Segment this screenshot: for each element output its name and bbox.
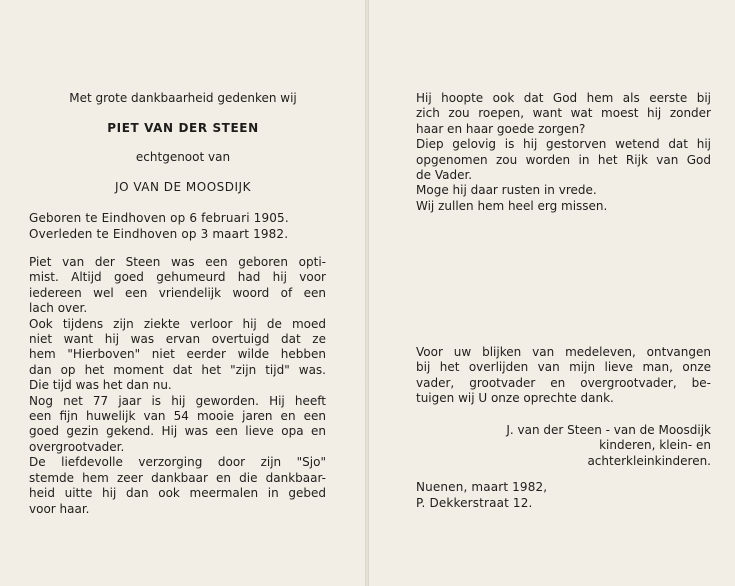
address: P. Dekkerstraat 12. — [416, 496, 533, 510]
closing-line: haar en haar goede zorgen? — [416, 121, 586, 136]
right-page — [369, 0, 735, 586]
left-page — [0, 0, 365, 586]
closing-paragraph — [416, 91, 711, 214]
bio-line: Piet van der Steen was een geboren opti- — [29, 255, 326, 269]
bio-line: niet want hij was ervan overtuigd dat ze — [29, 332, 326, 347]
signature-line: kinderen, klein- en — [599, 438, 711, 453]
deceased-name: PIET VAN DER STEEN — [107, 121, 259, 135]
closing-line: Diep gelovig is hij gestorven wetend dat hij — [416, 137, 711, 152]
died-line: Overleden te Eindhoven op 3 maart 1982. — [29, 227, 289, 241]
signature-line: achterkleinkinderen. — [587, 453, 711, 468]
relation-line: echtgenoot van — [135, 150, 231, 164]
closing-line: opgenomen zou worden in het Rijk van God — [416, 152, 711, 167]
thanks-line: tuigen wij U onze oprechte dank. — [416, 391, 614, 406]
bio-line: iedereen wel een vriendelijk woord of een — [29, 285, 326, 300]
bio-line: Nog net 77 jaar is hij geworden. Hij heeft — [29, 393, 326, 408]
closing-line: Wij zullen hem heel erg missen. — [416, 198, 608, 213]
signature-line: J. van der Steen - van de Moosdijk — [506, 423, 711, 437]
bio-line: stemde hem zeer dankbaar en die dankbaar- — [29, 470, 326, 485]
bio-line: heid uitte hij dan ook meermalen in gebed — [29, 486, 326, 501]
bio-line: dan op het moment dat het "zijn tijd" was. — [29, 362, 326, 377]
spouse-name: JO VAN DE MOOSDIJK — [115, 180, 251, 194]
place-date: Nuenen, maart 1982, — [416, 480, 548, 494]
bio-line: Ook tijdens zijn ziekte verloor hij de moed — [29, 316, 326, 331]
bio-line: overgrootvader. — [29, 439, 125, 454]
closing-line: de Vader. — [416, 168, 473, 183]
closing-line: zich zou roepen, want wat moest hij zonder — [416, 106, 711, 121]
bio-line: voor haar. — [29, 501, 90, 516]
bio-line: mist. Altijd goed gehumeurd had hij voor — [29, 270, 326, 285]
bio-line: lach over. — [29, 301, 88, 316]
closing-line: Hij hoopte ook dat God hem als eerste bij — [416, 91, 711, 105]
thanks-paragraph — [416, 345, 711, 407]
bio-line: De liefdevolle verzorging door zijn "Sjo" — [29, 455, 326, 470]
bio-line: een fijn huwelijk van 54 mooie jaren en een — [29, 409, 326, 424]
thanks-line: vader, grootvader en overgrootvader, be- — [416, 375, 711, 390]
bio-line: goed gezin gekend. Hij was een lieve opa en — [29, 424, 326, 439]
bio-line: Die tijd was het dan nu. — [29, 378, 172, 393]
thanks-line: bij het overlijden van mijn lieve man, onze — [416, 360, 711, 375]
bio-line: hem "Hierboven" niet eerder wilde hebben — [29, 347, 326, 362]
biography-paragraph — [29, 255, 326, 517]
signature-block — [416, 423, 711, 469]
born-line: Geboren te Eindhoven op 6 februari 1905. — [29, 211, 289, 225]
thanks-line: Voor uw blijken van medeleven, ontvangen — [416, 345, 711, 359]
intro-line: Met grote dankbaarheid gedenken wij — [69, 91, 297, 105]
closing-line: Moge hij daar rusten in vrede. — [416, 183, 597, 198]
